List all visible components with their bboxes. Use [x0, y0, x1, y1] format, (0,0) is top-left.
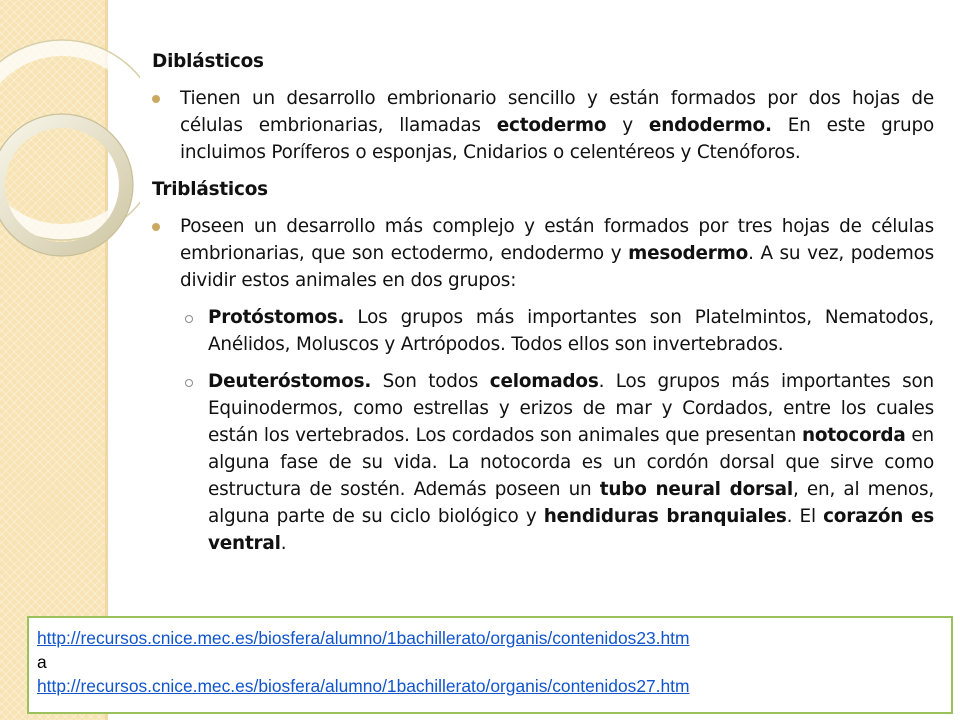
sub-bullet-dot [185, 379, 193, 387]
bullet-diblasticos: Tienen un desarrollo embrionario sencillo y están formados por dos hojas de células embrionarias, llamadas ectodermo y endodermo. En este grupo incluimos Poríferos o esponjas, Cnidarios o celentéreos y Ctenóforos. [152, 85, 934, 166]
sub-bullet-deuterostomos: Deuteróstomos. Son todos celomados. Los grupos más importantes son Equinodermos, como estrellas y erizos de mar y Cordados, entre los cuales están los vertebrados. Los cordados son animales que presentan notocorda en alguna fase de su vida. La notocorda es un cordón dorsal que sirve como estructura de sostén. Además poseen un tubo neural dorsal, en, al menos, alguna parte de su ciclo biológico y hendiduras branquiales. El corazón es ventral. [180, 368, 934, 557]
source-links-box [27, 616, 953, 714]
heading-triblasticos: Triblásticos [152, 179, 268, 200]
source-link-contenidos27[interactable]: http://recursos.cnice.mec.es/biosfera/alumno/1bachillerato/organis/contenidos27.htm [37, 676, 690, 696]
slide-content [152, 48, 934, 567]
bullet-triblasticos: Poseen un desarrollo más complejo y están formados por tres hojas de células embrionarias, que son ectodermo, endodermo y mesodermo. A su vez, podemos dividir estos animales en dos grupos: [152, 213, 934, 294]
link-separator: a [37, 652, 47, 672]
sub-bullet-dot [185, 315, 193, 323]
source-link-contenidos23[interactable]: http://recursos.cnice.mec.es/biosfera/alumno/1bachillerato/organis/contenidos23.htm [37, 628, 690, 648]
bullet-dot [152, 95, 160, 103]
bullet-dot [152, 223, 160, 231]
decorative-rings [0, 0, 140, 320]
heading-diblasticos: Diblásticos [152, 51, 264, 72]
sub-bullet-protostomos: Protóstomos. Los grupos más importantes son Platelmintos, Nematodos, Anélidos, Moluscos y Artrópodos. Todos ellos son invertebrados. [180, 304, 934, 358]
